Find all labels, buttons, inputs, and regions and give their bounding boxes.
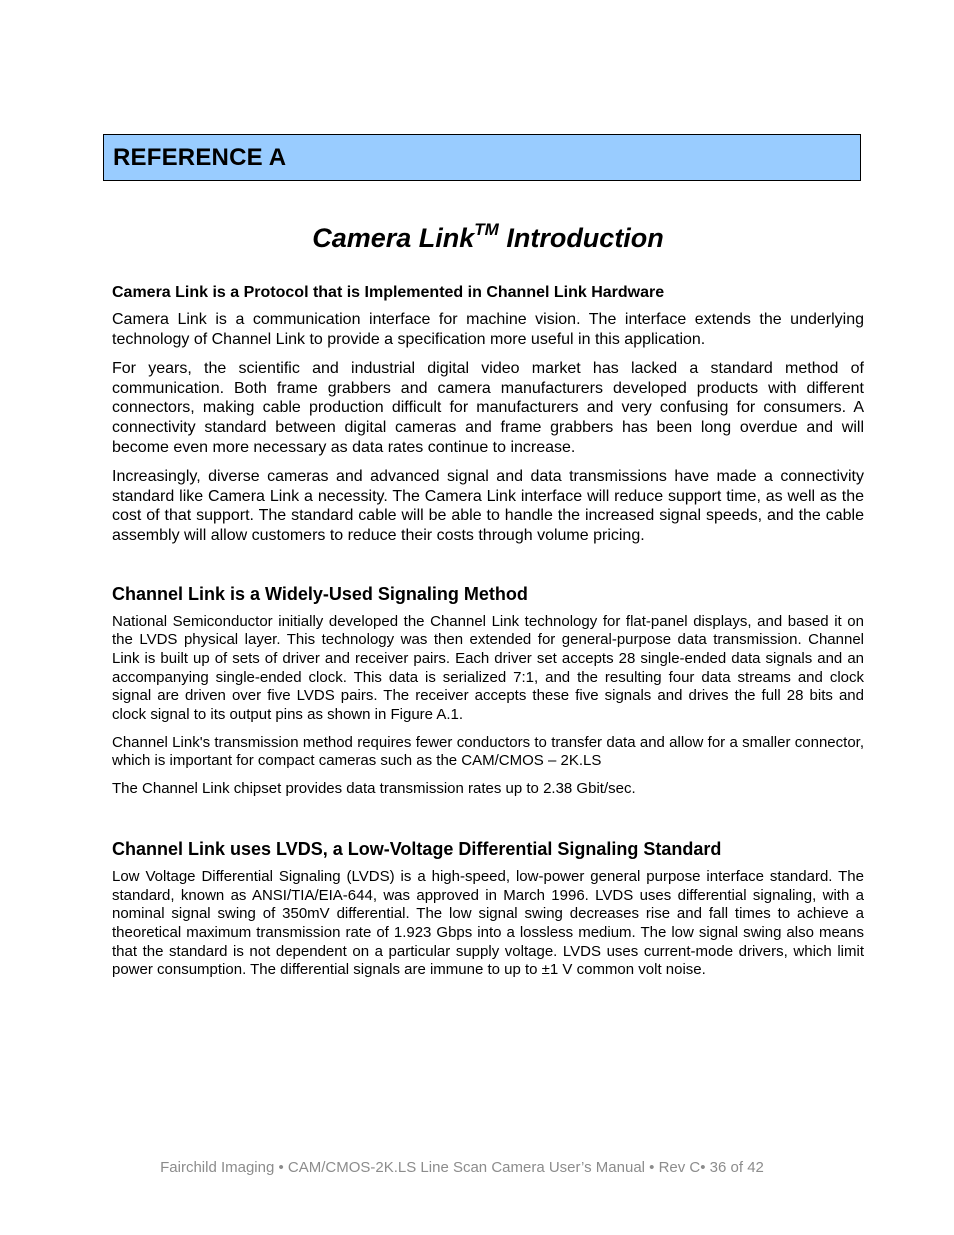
section1-paragraph-2: For years, the scientific and industrial digital video market has lacked a standard method of communication. Both frame grabbers and camera manufacturers developed products with different connectors, making cable production difficult for manufacturers and very confusing for consumers. A connectivity standard between digital cameras and frame grabbers has been long overdue and will become even more necessary as data rates continue to increase. bbox=[112, 360, 864, 456]
section1-paragraph-1: Camera Link is a communication interface for machine vision. The interface extends the underlying technology of Channel Link to provide a specification more useful in this application. bbox=[112, 311, 864, 348]
section1-heading: Camera Link is a Protocol that is Implemented in Channel Link Hardware bbox=[112, 284, 665, 301]
section2-paragraph-2: Channel Link's transmission method requires fewer conductors to transfer data and allow for a smaller connector, which is important for compact cameras such as the CAM/CMOS – 2K.LS bbox=[112, 733, 864, 770]
section1-paragraph-3: Increasingly, diverse cameras and advanced signal and data transmissions have made a connectivity standard like Camera Link a necessity. The Camera Link interface will reduce support time, as well as the cost of that support. The standard cable will be able to handle the increased signal speeds, and the cable assembly will allow customers to reduce their costs through volume pricing. bbox=[112, 468, 864, 544]
trademark-mark: TM bbox=[474, 220, 499, 239]
title-rest: Introduction bbox=[498, 223, 664, 253]
section3-paragraph-1: Low Voltage Differential Signaling (LVDS) is a high-speed, low-power general purpose interface standard. The standard, known as ANSI/TIA/EIA-644, was approved in March 1996. LVDS uses differential signaling, with a nominal signal swing of 350mV differential. The low signal swing decreases rise and fall times to achieve a theoretical maximum transmission rate of 1.923 Gbps into a lossless medium. The low signal swing also means that the standard is not dependent on a particular supply voltage. LVDS uses current-mode drivers, which limit power consumption. The differential signals are immune to up to ±1 V common volt noise. bbox=[112, 867, 864, 979]
page-footer: Fairchild Imaging • CAM/CMOS-2K.LS Line Scan Camera User’s Manual • Rev C• 36 of 42 bbox=[160, 1159, 764, 1176]
section2-paragraph-1: National Semiconductor initially developed the Channel Link technology for flat-panel displays, and based it on the LVDS physical layer. This technology was then extended for general-purpose data transmission. Channel Link is built up of sets of driver and receiver pairs. Each driver set accepts 28 single-ended data signals and an accompanying single-ended clock. This data is serialized 7:1, and the resulting four data streams and clock signal are driven over five LVDS pairs. The receiver accepts these five signals and drives the full 28 bits and clock signal to its output pins as shown in Figure A.1. bbox=[112, 612, 864, 724]
section2-paragraph-3: The Channel Link chipset provides data transmission rates up to 2.38 Gbit/sec. bbox=[112, 780, 636, 798]
reference-banner bbox=[103, 134, 861, 181]
document-body bbox=[112, 283, 864, 989]
section2-heading: Channel Link is a Widely-Used Signaling Method bbox=[112, 583, 528, 604]
title-main: Camera Link bbox=[312, 223, 475, 253]
page-title bbox=[112, 218, 864, 262]
section3-heading: Channel Link uses LVDS, a Low-Voltage Differential Signaling Standard bbox=[112, 838, 722, 859]
reference-label: REFERENCE A bbox=[113, 144, 287, 171]
